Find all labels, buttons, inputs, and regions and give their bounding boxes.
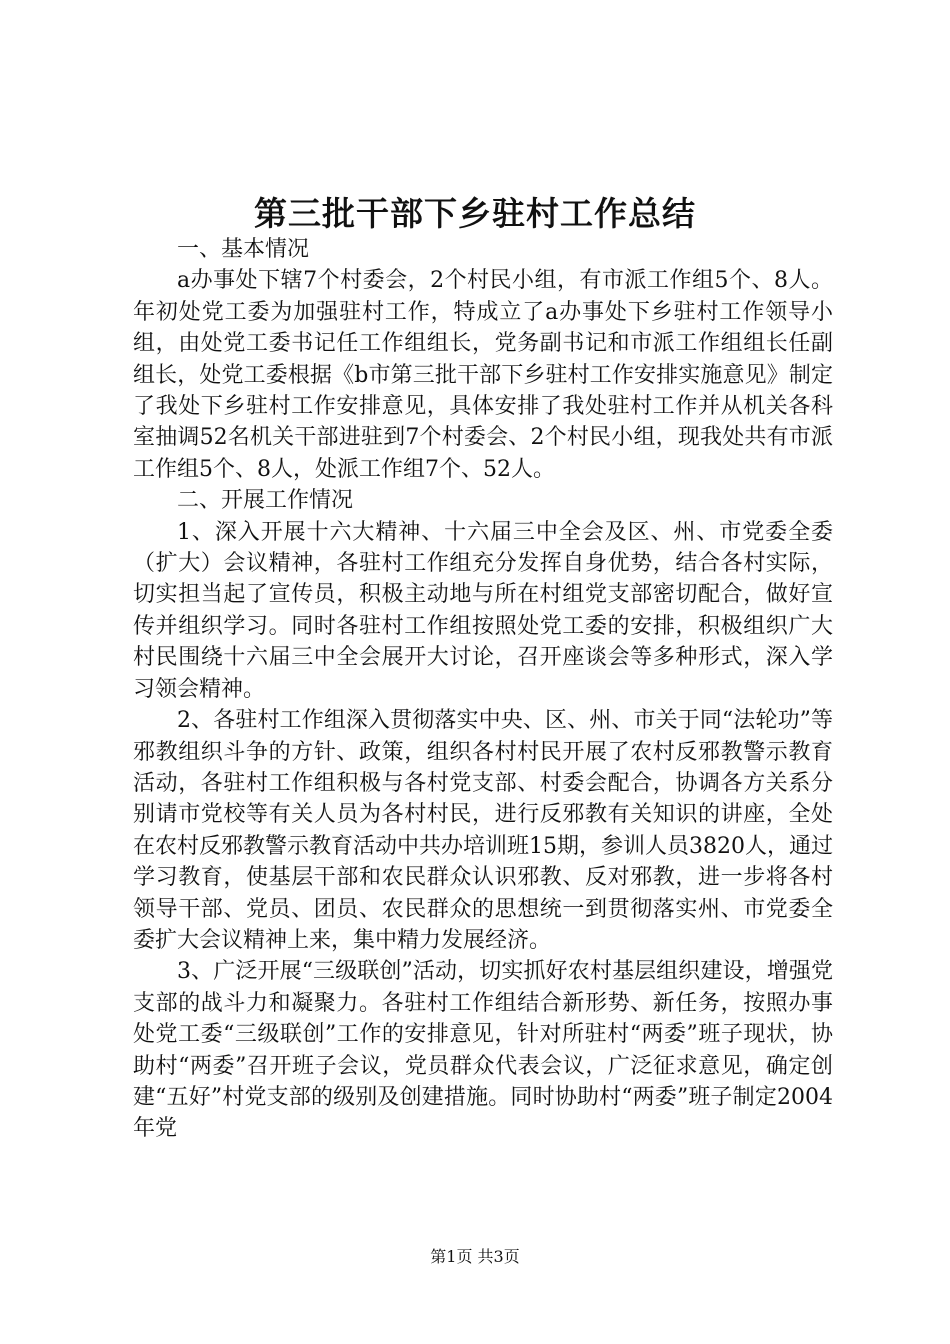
section-heading-work: 二、开展工作情况	[177, 488, 354, 514]
document-title: 第三批干部下乡驻村工作总结	[254, 194, 696, 233]
section-heading-basic: 一、基本情况	[177, 237, 310, 262]
paragraph-basic-situation: a办事处下辖7个村委会，2个村民小组，有市派工作组5个、8人。年初处党工委为加强驻村工作，特成立了a办事处下乡驻村工作领导小组，由处党工委书记任工作组组长，党务副书记和市派工作组组长任副组长，处党工委根据《b市第三批干部下乡驻村工作安排实施意见》制定了我处下乡驻村工作安排意见，具体安排了我处驻村工作并从机关各科室抽调52名机关干部进驻到7个村委会、2个村民小组，现我处共有市派工作组5个、8人，处派工作组7个、52人。	[133, 268, 833, 482]
paragraph-item-2: 2、各驻村工作组深入贯彻落实中央、区、州、市关于同“法轮功”等邪教组织斗争的方针、政策，组织各村村民开展了农村反邪教警示教育活动，各驻村工作组积极与各村党支部、村委会配合，协调各方关系分别请市党校等有关人员为各村村民，进行反邪教有关知识的讲座，全处在农村反邪教警示教育活动中共办培训班15期，参训人员3820人，通过学习教育，使基层干部和农民群众认识邪教、反对邪教，进一步将各村领导干部、党员、团员、农民群众的思想统一到贯彻落实州、市党委全委扩大会议精神上来，集中精力发展经济。	[133, 708, 833, 953]
paragraph-item-3: 3、广泛开展“三级联创”活动，切实抓好农村基层组织建设，增强党支部的战斗力和凝聚力。各驻村工作组结合新形势、新任务，按照办事处党工委“三级联创”工作的安排意见，针对所驻村“两委”班子现状，协助村“两委”召开班子会议，党员群众代表会议，广泛征求意见，确定创建“五好”村党支部的级别及创建措施。同时协助村“两委”班子制定2004年党	[133, 959, 833, 1142]
document-body	[133, 234, 833, 1145]
page-footer: 第1页 共3页	[430, 1247, 520, 1266]
paragraph-item-1: 1、深入开展十六大精神、十六届三中全会及区、州、市党委全委（扩大）会议精神，各驻村工作组充分发挥自身优势，结合各村实际，切实担当起了宣传员，积极主动地与所在村组党支部密切配合，做好宣传并组织学习。同时各驻村工作组按照处党工委的安排，积极组织广大村民围绕十六届三中全会展开大讨论，召开座谈会等多种形式，深入学习领会精神。	[133, 519, 833, 702]
